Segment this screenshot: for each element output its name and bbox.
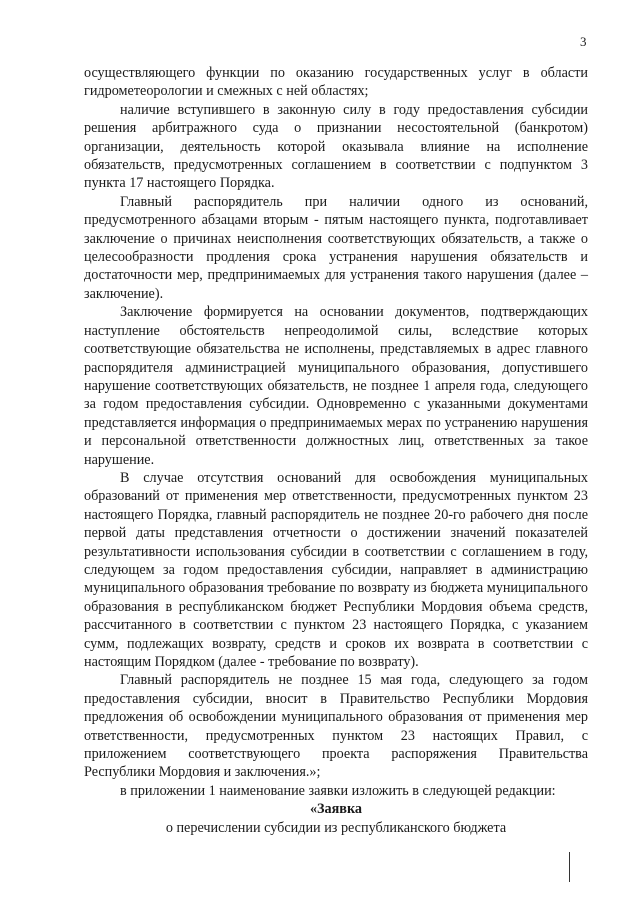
application-heading: «Заявка — [309, 801, 363, 818]
paragraph-7: в приложении 1 наименование заявки изложить в следующей редакции: — [120, 782, 556, 799]
margin-mark — [569, 852, 570, 882]
page-number: 3 — [580, 34, 587, 49]
document-body — [84, 64, 588, 837]
paragraph-5: В случае отсутствия оснований для освобождения муниципальных образований от применения мер ответственности, предусмотренных пунктом 23 настоящего Порядка, главный распорядитель не позднее 20-го рабочего дня после первой даты представления отчетности о достижении значений показателей результативности использования субсидии в соответствии с соглашением в году, следующем за годом предоставления субсидии, направляет в администрацию муниципального образования требование по возврату из бюджета муниципального образования в республиканском бюджет Республики Мордовия объема средств, рассчитанного в соответствии с пунктом 23 настоящего Порядка, с указанием сумм, подлежащих возврату, средств и сроков их возврата в соответствии с настоящим Порядком (далее - требование по возврату). — [84, 469, 588, 670]
paragraph-1: осуществляющего функции по оказанию государственных услуг в области гидрометеорологии и смежных с ней областях; — [84, 65, 588, 100]
paragraph-3: Главный распорядитель при наличии одного из оснований, предусмотренного абзацами вторым - пятым настоящего пункта, подготавливает заключение о причинах неисполнения соответствующих обязательств, а также о целесообразности продления срока устранения нарушения обязательств и достаточности мер, предпринимаемых для устранения такого нарушения (далее – заключение). — [84, 193, 588, 302]
paragraph-6: Главный распорядитель не позднее 15 мая года, следующего за годом предоставления субсидии, вносит в Правительство Республики Мордовия предложения об освобождении муниципального образования от применения мер ответственности, предусмотренных пунктом 23 настоящих Правил, с приложением соответствующего проекта распоряжения Правительства Республики Мордовия и заключения.»; — [84, 672, 588, 781]
application-subheading: о перечислении субсидии из республиканского бюджета — [165, 819, 507, 836]
paragraph-4: Заключение формируется на основании документов, подтверждающих наступление обстоятельств непреодолимой силы, вследствие которых соответствующие обязательства не исполнены, представляемых в адрес главного распорядителя администрацией муниципального образования, допустившего нарушение соответствующих обязательств, не позднее 1 апреля года, следующего за годом предоставления субсидии. Одновременно с указанными документами представляется информация о предпринимаемых мерах по устранению нарушения и персональной ответственности должностных лиц, ответственных за такое нарушение. — [84, 304, 588, 468]
paragraph-2: наличие вступившего в законную силу в году предоставления субсидии решения арбитражного суда о признании несостоятельной (банкротом) организации, деятельность которой оказывала влияние на исполнение обязательств, предусмотренных соглашением в соответствии с подпунктом 3 пункта 17 настоящего Порядка. — [84, 101, 588, 192]
